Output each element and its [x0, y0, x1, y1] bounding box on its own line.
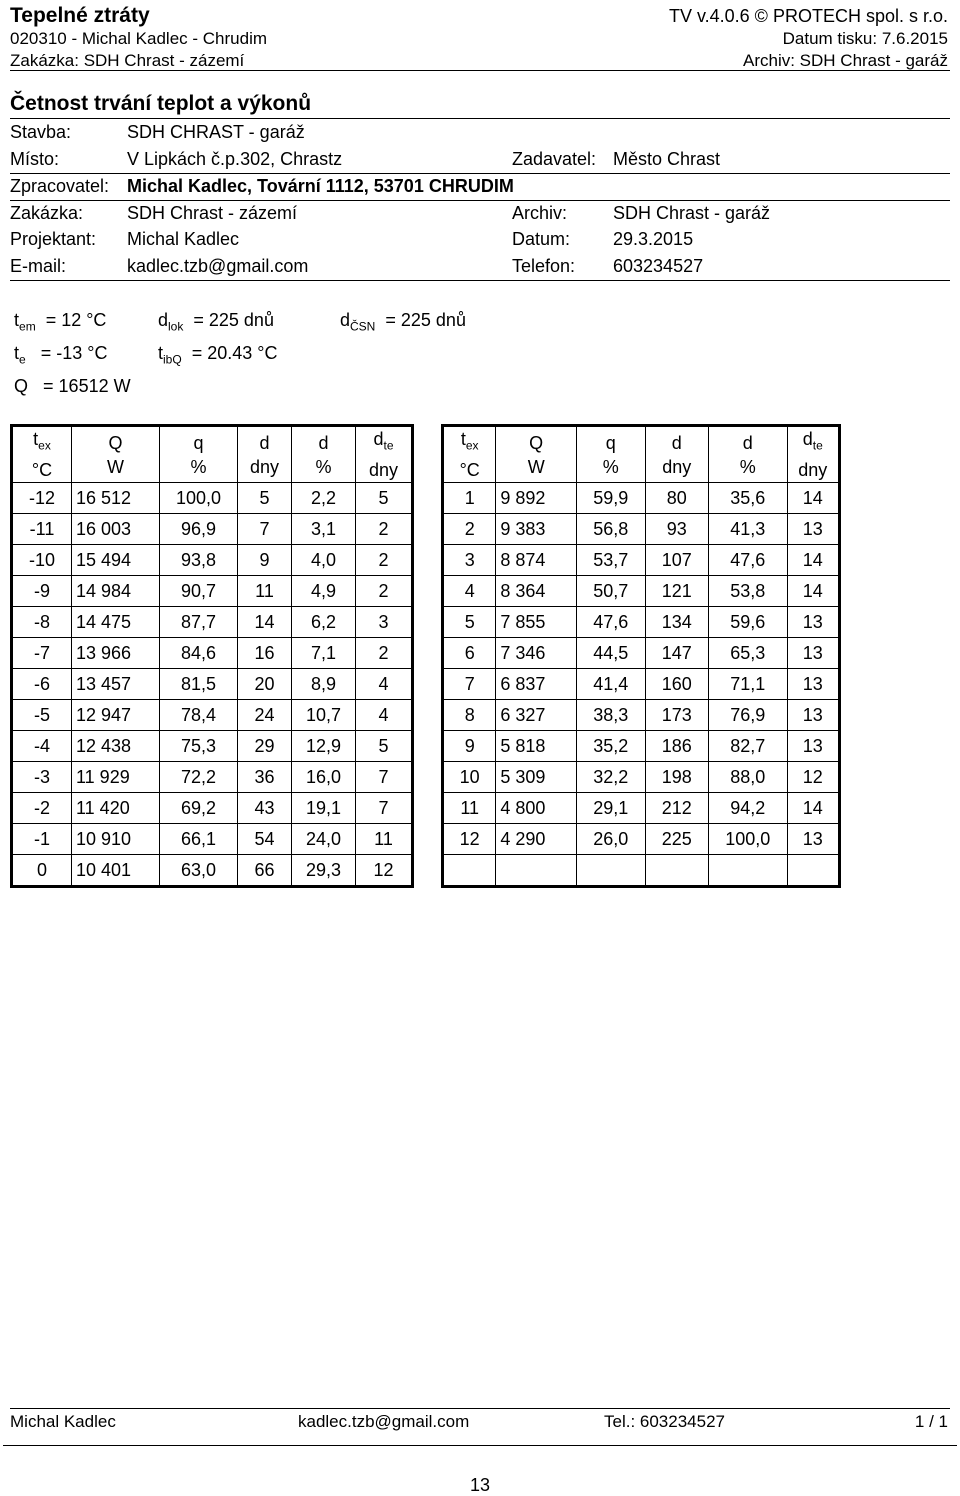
table-cell: 44,5 — [576, 638, 645, 669]
table-cell: 69,2 — [160, 793, 238, 824]
table-cell: 198 — [645, 762, 708, 793]
footer-divider-top — [10, 1408, 950, 1409]
header-divider — [10, 70, 950, 71]
table-cell: -10 — [12, 545, 72, 576]
table-cell: 13 — [787, 731, 839, 762]
table-cell: 16,0 — [292, 762, 356, 793]
table-cell: 35,2 — [576, 731, 645, 762]
table-cell: -9 — [12, 576, 72, 607]
table-cell: 14 — [787, 483, 839, 514]
zpracovatel-label: Zpracovatel: — [10, 176, 110, 196]
table-cell: 20 — [238, 669, 292, 700]
email-value: kadlec.tzb@gmail.com — [127, 256, 309, 276]
table-cell: 35,6 — [708, 483, 787, 514]
table-cell: 14 — [787, 545, 839, 576]
table-row — [12, 638, 413, 669]
datum-label: Datum: — [512, 229, 571, 249]
table-row — [443, 576, 840, 607]
column-header: $d_{te}$ dny — [787, 426, 839, 483]
table-cell: 53,8 — [708, 576, 787, 607]
table-row — [12, 669, 413, 700]
table-row — [443, 793, 840, 824]
page-number: 13 — [469, 1475, 491, 1495]
table-cell: 50,7 — [576, 576, 645, 607]
table-cell: 5 — [356, 731, 413, 762]
table-cell: 2 — [356, 638, 413, 669]
projektant-label: Projektant: — [10, 229, 97, 249]
table-cell: 11 — [356, 824, 413, 855]
info-divider-3 — [10, 280, 950, 281]
table-cell: 9 — [443, 731, 496, 762]
footer-divider-bottom — [3, 1445, 957, 1446]
telefon-value: 603234527 — [613, 256, 704, 276]
table-cell: 71,1 — [708, 669, 787, 700]
table-cell: -4 — [12, 731, 72, 762]
title-divider — [10, 118, 950, 119]
table-cell: 47,6 — [576, 607, 645, 638]
archive-name: Archiv: SDH Chrast - garáž — [743, 51, 948, 70]
table-cell: 5 818 — [496, 731, 577, 762]
table-cell: 173 — [645, 700, 708, 731]
table-cell: 75,3 — [160, 731, 238, 762]
table-cell: 3 — [356, 607, 413, 638]
table-cell: 0 — [12, 855, 72, 887]
table-cell: 90,7 — [160, 576, 238, 607]
projektant-value: Michal Kadlec — [127, 229, 240, 249]
table-cell: 13 — [787, 700, 839, 731]
footer-author: Michal Kadlec — [10, 1412, 116, 1431]
table-cell: 134 — [645, 607, 708, 638]
table-row — [443, 700, 840, 731]
param-dcsn: $d_{ČSN} = 225$ dnů — [340, 310, 466, 334]
table-cell — [645, 855, 708, 887]
software-version: TV v.4.0.6 © PROTECH spol. s r.o. — [668, 6, 948, 26]
email-label: E-mail: — [10, 256, 67, 276]
table-cell: 1 — [443, 483, 496, 514]
table-cell: 9 383 — [496, 514, 577, 545]
table-row — [12, 824, 413, 855]
param-tibq: $t_{ibQ} = 20.43$ °C — [158, 343, 278, 367]
misto-value: V Lipkách č.p.302, Chrastz — [127, 149, 343, 169]
table-cell: -2 — [12, 793, 72, 824]
table-cell: 13 — [787, 669, 839, 700]
table-cell: 6,2 — [292, 607, 356, 638]
table-cell: 41,3 — [708, 514, 787, 545]
table-cell: 76,9 — [708, 700, 787, 731]
table-row — [443, 638, 840, 669]
table-row — [443, 545, 840, 576]
header-left — [10, 4, 267, 72]
table-cell: 24 — [238, 700, 292, 731]
table-cell: 7 — [356, 762, 413, 793]
table-cell: 14 — [238, 607, 292, 638]
table-cell: 12,9 — [292, 731, 356, 762]
column-header: d % — [708, 426, 787, 483]
table-cell: 15 494 — [72, 545, 160, 576]
column-header: Q W — [72, 426, 160, 483]
table-cell: 4,9 — [292, 576, 356, 607]
table-cell: 5 — [443, 607, 496, 638]
table-cell: -3 — [12, 762, 72, 793]
table-cell: 16 003 — [72, 514, 160, 545]
param-tem: $t_{em} = 12$ °C — [14, 310, 107, 334]
table-cell: 12 438 — [72, 731, 160, 762]
column-header: d dny — [238, 426, 292, 483]
footer-email: kadlec.tzb@gmail.com — [298, 1412, 470, 1431]
table-row — [12, 576, 413, 607]
table-cell: 7 855 — [496, 607, 577, 638]
table-cell: 6 837 — [496, 669, 577, 700]
table-cell: 100,0 — [160, 483, 238, 514]
table-cell: 87,7 — [160, 607, 238, 638]
telefon-label: Telefon: — [512, 256, 576, 276]
table-cell: 11 420 — [72, 793, 160, 824]
table-cell: 8 364 — [496, 576, 577, 607]
table-cell: 29,3 — [292, 855, 356, 887]
table-cell: 2 — [356, 576, 413, 607]
table-cell: 9 892 — [496, 483, 577, 514]
column-header: $t_{ex}$ °C — [12, 426, 72, 483]
table-cell: 59,6 — [708, 607, 787, 638]
table-cell: 14 475 — [72, 607, 160, 638]
info-divider-1 — [10, 173, 950, 174]
table-cell: 13 457 — [72, 669, 160, 700]
table-cell: 12 — [356, 855, 413, 887]
table-cell: 16 — [238, 638, 292, 669]
frequency-table-right — [441, 424, 841, 888]
report-subtitle: 020310 - Michal Kadlec - Chrudim — [10, 29, 268, 48]
table-cell: 59,9 — [576, 483, 645, 514]
report-order: Zakázka: SDH Chrast - zázemí — [10, 51, 245, 70]
table-cell: 13 — [787, 824, 839, 855]
table-row — [443, 514, 840, 545]
table-cell: 11 — [443, 793, 496, 824]
column-header: $t_{ex}$ °C — [443, 426, 496, 483]
table-cell: 7 — [356, 793, 413, 824]
table-cell: 82,7 — [708, 731, 787, 762]
stavba-value: SDH CHRAST - garáž — [127, 122, 305, 142]
table-cell: 8 874 — [496, 545, 577, 576]
table-row — [12, 607, 413, 638]
table-cell: 32,2 — [576, 762, 645, 793]
table-row — [12, 483, 413, 514]
table-cell: 5 309 — [496, 762, 577, 793]
column-header: Q W — [496, 426, 577, 483]
table-cell: 186 — [645, 731, 708, 762]
table-cell: 78,4 — [160, 700, 238, 731]
zakazka-value: SDH Chrast - zázemí — [127, 203, 298, 223]
table-cell: 38,3 — [576, 700, 645, 731]
table-cell: 10 910 — [72, 824, 160, 855]
table-cell: 2 — [356, 545, 413, 576]
frequency-table-left — [10, 424, 414, 888]
table-cell: 100,0 — [708, 824, 787, 855]
table-cell: -1 — [12, 824, 72, 855]
table-cell: 7 346 — [496, 638, 577, 669]
table-row — [443, 855, 840, 887]
datum-value: 29.3.2015 — [613, 229, 694, 249]
table-cell: 96,9 — [160, 514, 238, 545]
table-cell: 7 — [443, 669, 496, 700]
report-title: Tepelné ztráty — [10, 4, 150, 27]
table-cell — [496, 855, 577, 887]
table-cell: -8 — [12, 607, 72, 638]
table-row — [443, 731, 840, 762]
table-cell: 121 — [645, 576, 708, 607]
table-cell: 5 — [356, 483, 413, 514]
table-cell — [443, 855, 496, 887]
table-row — [443, 669, 840, 700]
table-cell: 72,2 — [160, 762, 238, 793]
table-cell: 5 — [238, 483, 292, 514]
table-cell: 147 — [645, 638, 708, 669]
table-cell: 26,0 — [576, 824, 645, 855]
table-cell: 4 800 — [496, 793, 577, 824]
column-header: $d_{te}$ dny — [356, 426, 413, 483]
table-cell: 4,0 — [292, 545, 356, 576]
footer-page: 1 / 1 — [914, 1412, 948, 1431]
param-dlok: $d_{lok} = 225$ dnů — [158, 310, 274, 334]
zakazka-label: Zakázka: — [10, 203, 84, 223]
table-cell: 212 — [645, 793, 708, 824]
table-cell: 107 — [645, 545, 708, 576]
table-cell: 94,2 — [708, 793, 787, 824]
table-row — [443, 607, 840, 638]
table-cell: 3,1 — [292, 514, 356, 545]
archiv-label: Archiv: — [512, 203, 568, 223]
table-cell: 12 — [787, 762, 839, 793]
table-cell: 29,1 — [576, 793, 645, 824]
table-cell: 10 — [443, 762, 496, 793]
table-cell: 93 — [645, 514, 708, 545]
table-cell: 8,9 — [292, 669, 356, 700]
table-cell: 7,1 — [292, 638, 356, 669]
table-cell: 2 — [356, 514, 413, 545]
table-cell: 9 — [238, 545, 292, 576]
table-row — [12, 731, 413, 762]
header-right — [669, 4, 948, 72]
table-cell: 225 — [645, 824, 708, 855]
info-divider-2 — [10, 200, 950, 201]
table-cell: 43 — [238, 793, 292, 824]
table-cell: 53,7 — [576, 545, 645, 576]
table-cell: 54 — [238, 824, 292, 855]
table-cell: 14 984 — [72, 576, 160, 607]
table-cell: 80 — [645, 483, 708, 514]
table-cell: 63,0 — [160, 855, 238, 887]
table-cell: 3 — [443, 545, 496, 576]
table-cell: 160 — [645, 669, 708, 700]
table-cell: 13 — [787, 638, 839, 669]
print-date: Datum tisku: 7.6.2015 — [782, 29, 948, 48]
table-cell: 66 — [238, 855, 292, 887]
table-cell: 4 290 — [496, 824, 577, 855]
table-cell: 4 — [356, 669, 413, 700]
table-cell — [787, 855, 839, 887]
table-row — [12, 700, 413, 731]
table-cell: -12 — [12, 483, 72, 514]
table-cell: 47,6 — [708, 545, 787, 576]
archiv-value: SDH Chrast - garáž — [613, 203, 771, 223]
column-header: q % — [576, 426, 645, 483]
table-row — [443, 824, 840, 855]
table-cell: -7 — [12, 638, 72, 669]
table-cell: 14 — [787, 576, 839, 607]
table-cell — [576, 855, 645, 887]
table-cell: 11 — [238, 576, 292, 607]
table-cell: 16 512 — [72, 483, 160, 514]
table-cell: 4 — [443, 576, 496, 607]
table-cell: 8 — [443, 700, 496, 731]
table-header-row — [12, 426, 413, 483]
section-title: Četnost trvání teplot a výkonů — [10, 92, 312, 115]
table-cell: 10 401 — [72, 855, 160, 887]
table-cell: 14 — [787, 793, 839, 824]
table-cell: -6 — [12, 669, 72, 700]
table-header-row — [443, 426, 840, 483]
zadavatel-label: Zadavatel: — [512, 149, 597, 169]
column-header: d dny — [645, 426, 708, 483]
table-row — [12, 514, 413, 545]
param-te: $t_e$ = -13 °C — [14, 343, 108, 367]
table-row — [12, 545, 413, 576]
zpracovatel-value: Michal Kadlec, Tovární 1112, 53701 CHRUDIM — [127, 176, 514, 196]
table-cell: 13 — [787, 514, 839, 545]
table-cell: 29 — [238, 731, 292, 762]
table-cell: 10,7 — [292, 700, 356, 731]
table-cell: -11 — [12, 514, 72, 545]
table-cell: 19,1 — [292, 793, 356, 824]
table-row — [12, 793, 413, 824]
table-cell: 2,2 — [292, 483, 356, 514]
table-cell: 6 327 — [496, 700, 577, 731]
table-cell: 66,1 — [160, 824, 238, 855]
table-cell: 13 — [787, 607, 839, 638]
table-row — [12, 855, 413, 887]
table-cell: 81,5 — [160, 669, 238, 700]
table-cell: 84,6 — [160, 638, 238, 669]
table-cell: 4 — [356, 700, 413, 731]
table-cell: 7 — [238, 514, 292, 545]
table-row — [443, 483, 840, 514]
table-cell: 12 — [443, 824, 496, 855]
table-cell: 41,4 — [576, 669, 645, 700]
column-header: q % — [160, 426, 238, 483]
table-cell: -5 — [12, 700, 72, 731]
table-cell: 12 947 — [72, 700, 160, 731]
table-cell: 24,0 — [292, 824, 356, 855]
table-cell: 6 — [443, 638, 496, 669]
table-cell: 65,3 — [708, 638, 787, 669]
table-cell: 36 — [238, 762, 292, 793]
table-row — [443, 762, 840, 793]
table-cell: 13 966 — [72, 638, 160, 669]
table-cell: 88,0 — [708, 762, 787, 793]
table-cell — [708, 855, 787, 887]
misto-label: Místo: — [10, 149, 60, 169]
column-header: d % — [292, 426, 356, 483]
stavba-label: Stavba: — [10, 122, 72, 142]
table-cell: 93,8 — [160, 545, 238, 576]
footer-phone: Tel.: 603234527 — [604, 1412, 725, 1431]
table-row — [12, 762, 413, 793]
zadavatel-value: Město Chrast — [613, 149, 721, 169]
table-cell: 11 929 — [72, 762, 160, 793]
param-q: Q = 16512 W — [14, 376, 131, 396]
table-cell: 56,8 — [576, 514, 645, 545]
table-cell: 2 — [443, 514, 496, 545]
